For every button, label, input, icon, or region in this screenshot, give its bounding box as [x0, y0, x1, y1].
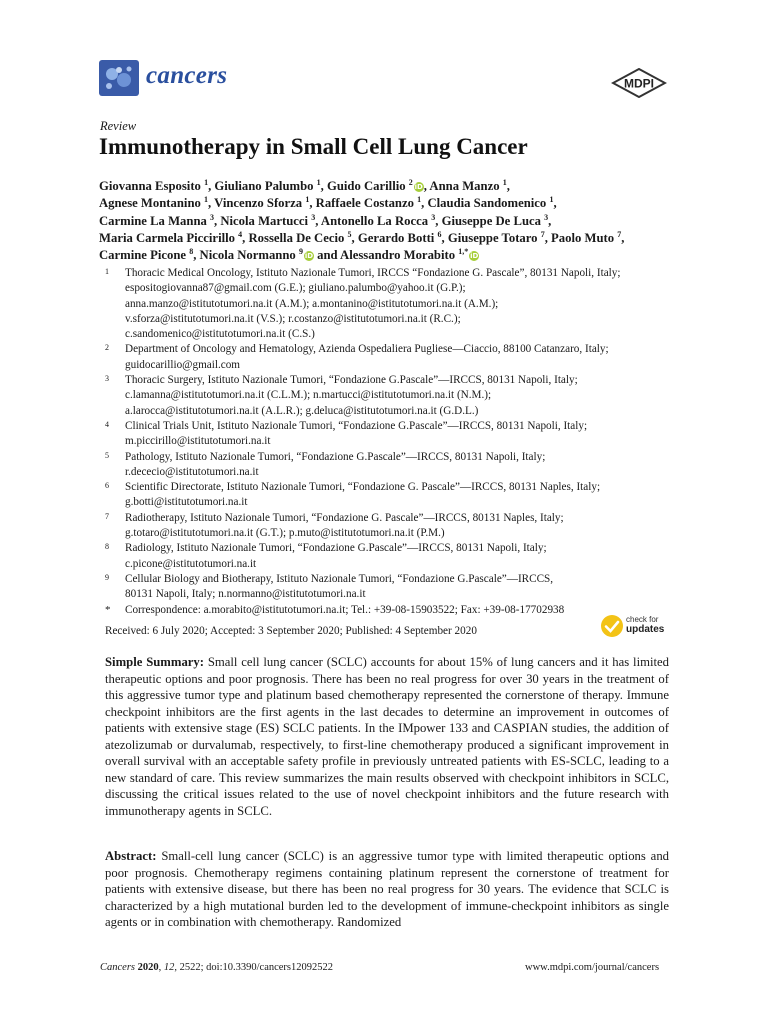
author-name: Alessandro Morabito — [340, 248, 456, 263]
affiliation-item — [105, 373, 685, 419]
author — [316, 196, 421, 210]
affiliation-line: Pathology, Istituto Nazionale Tumori, “Fondazione G.Pascale”—IRCCS, 80131 Napoli, Italy; — [125, 450, 546, 463]
simple-summary-text: Small cell lung cancer (SCLC) accounts for about 15% of lung cancers and it has limited therapeutic options and poor prognosis. There has been no real progress for over 30 years in the treatment of this aggressive tumor type and platinum based chemotherapy represented the cornerstone of therapy. Immune checkpoint inhibitors are the first agents in the last decades to determine an improvement in outcomes of patients with extensive stage (ES) SCLC patients. In the IMpower 133 and CASPIAN studies, the addition of atezolizumab or durvalumab, respectively, to first-line chemotherapy produced a significant improvement in overall survival with an acceptable safety profile in previously untreated patients with ES-SCLC, leading to a new standard of care. This review summarizes the main results observed with checkpoint inhibitors in SCLC, discussing the critical issues related to the use of novel checkpoint inhibitors and the future research with immunotherapy agents in SCLC. — [105, 655, 669, 818]
author-affiliation-mark: 3 — [431, 212, 436, 222]
affiliation-item — [105, 419, 685, 450]
affiliation-number: 4 — [105, 419, 109, 429]
author — [200, 248, 314, 262]
affiliation-line: c.lamanna@istitutotumori.na.it (C.L.M.); n.martucci@istitutotumori.na.it (N.M.); — [125, 389, 492, 402]
affiliation-line: 80131 Napoli, Italy; n.normanno@istitutotumori.na.it — [125, 588, 366, 601]
affiliation-item — [105, 480, 685, 511]
author-affiliation-mark: 3 — [311, 212, 316, 222]
affiliation-line: Clinical Trials Unit, Istituto Nazionale Tumori, “Fondazione G.Pascale”—IRCCS, 80131 Napoli, Italy; — [125, 419, 588, 432]
author-affiliation-mark: 4 — [238, 229, 243, 239]
affiliation-item — [105, 511, 685, 542]
simple-summary — [105, 654, 669, 819]
footer-citation: Cancers 2020, 12, 2522; doi:10.3390/cancers12092522 — [100, 962, 334, 973]
author-affiliation-mark: 1 — [204, 195, 209, 205]
affiliation-item — [105, 572, 685, 603]
author — [358, 231, 442, 245]
author — [214, 179, 320, 193]
author-affiliation-mark: 1,* — [458, 246, 469, 256]
author — [220, 214, 315, 228]
author-affiliation-mark: 3 — [544, 212, 549, 222]
orcid-icon[interactable]: iD — [414, 183, 423, 191]
abstract — [105, 848, 669, 931]
affiliation-item — [105, 541, 685, 572]
author-affiliation-mark: 3 — [210, 212, 215, 222]
author — [99, 214, 214, 228]
affiliations — [105, 266, 685, 618]
author — [321, 214, 435, 228]
author — [214, 196, 309, 210]
affiliation-number: 9 — [105, 572, 109, 582]
author — [327, 179, 424, 193]
author-name: Carmine Picone — [99, 248, 187, 263]
affiliation-item — [105, 342, 685, 373]
check-for-updates-icon — [600, 614, 624, 638]
affiliation-item — [105, 266, 685, 342]
affiliation-line: Radiotherapy, Istituto Nazionale Tumori, “Fondazione G. Pascale”—IRCCS, 80131 Naples, Italy; — [125, 511, 564, 524]
paper-title: Immunotherapy in Small Cell Lung Cancer — [99, 134, 528, 159]
publication-dates: Received: 6 July 2020; Accepted: 3 September 2020; Published: 4 September 2020 — [105, 625, 477, 637]
affiliation-line: r.dececio@istitutotumori.na.it — [125, 465, 259, 478]
affiliation-number: 5 — [105, 450, 109, 460]
affiliation-line: c.picone@istitutotumori.na.it — [125, 557, 257, 570]
abstract-label: Abstract: — [105, 849, 157, 863]
author-name: Giovanna Esposito — [99, 179, 201, 193]
footer-volume: 12 — [163, 962, 175, 973]
author-affiliation-mark: 1 — [417, 195, 422, 205]
footer-year: 2020 — [137, 962, 159, 973]
check-for-label: check for — [626, 615, 659, 624]
author-name: Paolo Muto — [551, 230, 615, 245]
affiliation-line: anna.manzo@istitutotumori.na.it (A.M.); a.montanino@istitutotumori.na.it (A.M.); — [125, 297, 499, 310]
author — [442, 214, 549, 228]
author-name: Rossella De Cecio — [248, 230, 345, 245]
affiliation-number: 8 — [105, 542, 109, 552]
affiliation-number: 3 — [105, 374, 109, 384]
author — [427, 196, 553, 210]
affiliation-item — [105, 603, 685, 618]
affiliation-line: espositogiovanna87@gmail.com (G.E.); giuliano.palumbo@yahoo.it (G.P.); — [125, 282, 466, 295]
author — [99, 196, 208, 210]
affiliation-number: * — [105, 603, 111, 616]
footer-journal: Cancers — [100, 962, 135, 973]
footer-website[interactable]: www.mdpi.com/journal/cancers — [525, 962, 660, 973]
author — [448, 231, 545, 245]
author-list: Giovanna Esposito $^1$, Giuliano Palumbo $^1$, Guido Carillio $^2$iD, Anna Manzo $^1$, Agnese Montanino $^1$, Vincenzo Sforza $^1$, Raffaele Costanzo $^1$, Claudia Sandomenico $^1$, Carmine La Manna $^3$, Nicola Martucci $^3$, Antonello La Rocca $^3$, Giuseppe De Luca $^3$, Maria Carmela Piccirillo $^4$, Rossella De Cecio $^5$, Gerardo Botti $^6$, Giuseppe Totaro $^7$, Paolo Muto $^7$, Carmine Picone $^8$, Nicola Normanno $^9$iD and Alessandro Morabito $^{1,*}$iD — [99, 177, 625, 263]
author-name: Maria Carmela Piccirillo — [99, 230, 235, 245]
publisher-name: MDPI — [624, 76, 654, 91]
author-name: Gerardo Botti — [357, 230, 435, 245]
affiliation-number: 2 — [105, 343, 109, 353]
mdpi-logo-icon — [611, 68, 667, 98]
author-affiliation-mark: 5 — [347, 229, 352, 239]
author-affiliation-mark: 7 — [540, 229, 545, 239]
affiliation-number: 7 — [105, 511, 109, 521]
orcid-icon[interactable]: iD — [304, 252, 314, 261]
author-name: Guido Carillio — [326, 179, 406, 193]
affiliation-line: g.totaro@istitutotumori.na.it (G.T.); p.muto@istitutotumori.na.it (P.M.) — [125, 527, 445, 540]
author — [551, 231, 621, 245]
journal-name: cancers — [146, 62, 228, 89]
author-name: Giuliano Palumbo — [214, 179, 314, 193]
author-affiliation-mark: 1 — [316, 177, 321, 187]
affiliation-line: Thoracic Surgery, Istituto Nazionale Tumori, “Fondazione G.Pascale”—IRCCS, 80131 Napoli, Italy; — [125, 374, 578, 387]
article-type: Review — [100, 119, 137, 133]
author — [99, 231, 242, 245]
author-name: Vincenzo Sforza — [214, 196, 303, 211]
author-affiliation-mark: 1 — [549, 195, 554, 205]
author-name: Nicola Martucci — [220, 213, 309, 228]
author-affiliation-mark: 9 — [298, 246, 303, 256]
abstract-text: Small-cell lung cancer (SCLC) is an aggressive tumor type with limited therapeutic options and poor prognosis. Chemotherapy regimens containing platinum represent the cornerstone of treatment for patients with extensive disease, but there has been no real progress for 30 years. The evidence that SCLC is characterized by a high mutational burden led to the development of immune-checkpoint inhibitors as single agents or in combination with chemotherapy. Randomized — [105, 849, 670, 929]
author — [340, 248, 479, 262]
author-affiliation-mark: 6 — [437, 229, 442, 239]
affiliation-line: c.sandomenico@istitutotumori.na.it (C.S.) — [125, 328, 315, 341]
author — [429, 179, 506, 193]
author-affiliation-mark: 2 — [408, 177, 413, 187]
author — [99, 248, 193, 262]
author-affiliation-mark: 7 — [617, 229, 622, 239]
author-affiliation-mark: 1 — [502, 177, 507, 187]
author-name: Anna Manzo — [429, 179, 500, 193]
updates-label: updates — [626, 624, 665, 635]
author-name: Giuseppe Totaro — [447, 230, 538, 245]
author-affiliation-mark: 1 — [204, 177, 209, 187]
affiliation-line: Cellular Biology and Biotherapy, Istituto Nazionale Tumori, “Fondazione G.Pascale”—IRCCS, — [125, 572, 554, 585]
affiliation-line: Thoracic Medical Oncology, Istituto Nazionale Tumori, IRCCS “Fondazione G. Pascale”, 80131 Napoli, Italy; — [125, 267, 621, 279]
affiliation-line: Scientific Directorate, Istituto Nazionale Tumori, “Fondazione G. Pascale”—IRCCS, 80131 Naples, Italy; — [125, 481, 601, 494]
footer-pages: , 2522; doi:10.3390/cancers12092522 — [174, 962, 334, 973]
author-name: Antonello La Rocca — [320, 213, 429, 228]
author-name: Claudia Sandomenico — [427, 196, 547, 211]
author-name: Raffaele Costanzo — [315, 196, 414, 211]
orcid-icon[interactable]: iD — [470, 252, 479, 261]
author-name: Carmine La Manna — [99, 213, 207, 228]
affiliation-line: m.piccirillo@istitutotumori.na.it — [125, 435, 271, 448]
affiliation-line: guidocarillio@gmail.com — [125, 358, 241, 371]
affiliation-line: g.botti@istitutotumori.na.it — [125, 496, 248, 509]
affiliation-number: 6 — [105, 481, 109, 491]
affiliation-item — [105, 450, 685, 481]
affiliation-line: Department of Oncology and Hematology, Azienda Ospedaliera Pugliese—Ciaccio, 88100 Catanzaro, Italy; — [125, 343, 609, 356]
affiliation-line: Radiology, Istituto Nazionale Tumori, “Fondazione G.Pascale”—IRCCS, 80131 Napoli, Italy; — [125, 542, 547, 555]
affiliation-line: Correspondence: a.morabito@istitutotumori.na.it; Tel.: +39-08-15903522; Fax: +39-08-17702938 — [125, 603, 565, 616]
affiliation-line: a.larocca@istitutotumori.na.it (A.L.R.); g.deluca@istitutotumori.na.it (G.D.L.) — [125, 404, 479, 417]
author-name: Nicola Normanno — [199, 248, 296, 263]
author-name: Agnese Montanino — [99, 196, 201, 211]
journal-logo-icon — [99, 60, 139, 96]
author-name: Giuseppe De Luca — [441, 213, 541, 228]
affiliation-line: v.sforza@istitutotumori.na.it (V.S.); r.costanzo@istitutotumori.na.it (R.C.); — [125, 312, 461, 325]
author — [99, 179, 208, 193]
author-affiliation-mark: 1 — [305, 195, 310, 205]
simple-summary-label: Simple Summary: — [105, 655, 204, 669]
author — [249, 231, 352, 245]
affiliation-number: 1 — [105, 267, 109, 276]
check-for-updates-badge[interactable] — [600, 614, 672, 640]
author-affiliation-mark: 8 — [189, 246, 194, 256]
